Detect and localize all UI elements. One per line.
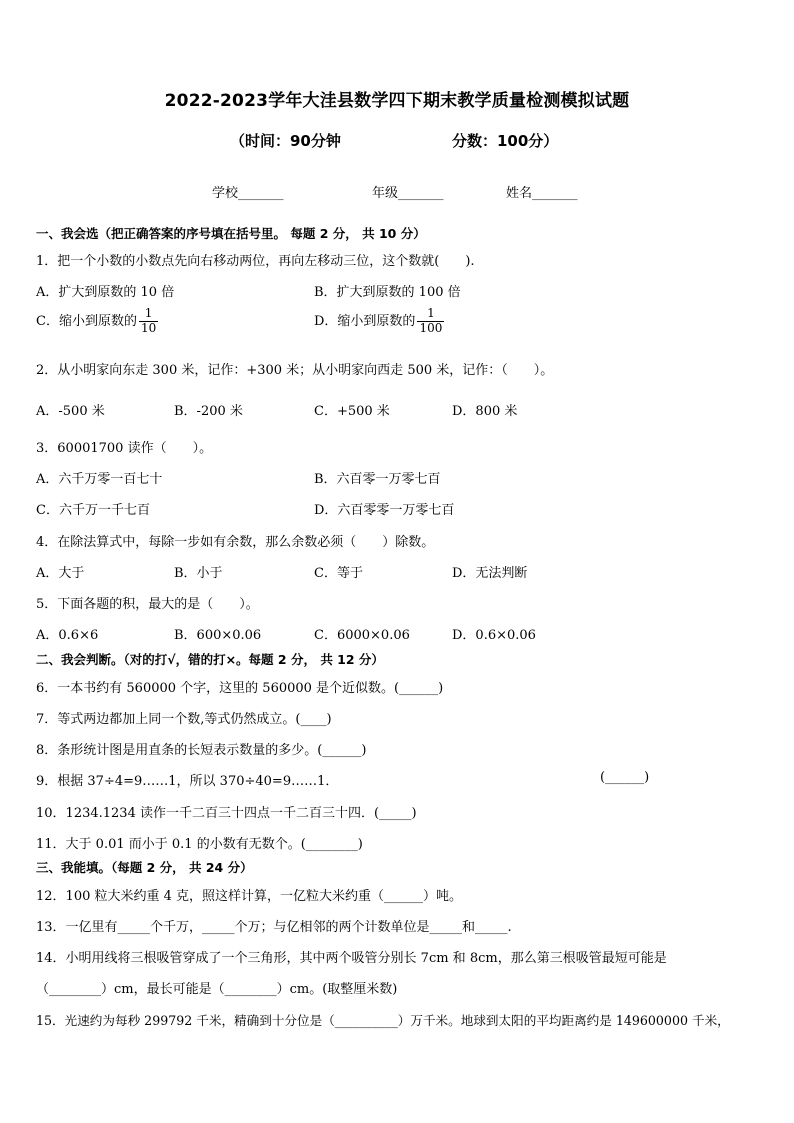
question-10: 10．1234.1234 读作一千二百三十四点一千二百三十四．(_____) [36,806,417,821]
question-8: 8．条形统计图是用直条的长短表示数量的多少。(______) [36,743,367,758]
question-3: 3．60001700 读作（ ）。 [36,441,213,456]
fraction-denominator: 10 [140,320,157,335]
question-9: 9．根据 37÷4=9……1，所以 370÷40=9……1． [36,774,339,789]
question-1: 1．把一个小数的小数点先向右移动两位，再向左移动三位，这个数就( ). [36,254,475,269]
q1-option-c [36,307,158,336]
question-6: 6．一本书约有 560000 个字，这里的 560000 是个近似数。(______) [36,681,444,696]
q4-option-b: B．小于 [174,566,223,581]
q1-option-d [314,307,444,336]
exam-time: （时间：90分钟 [230,132,341,150]
q5-option-b: B．600×0.06 [174,628,262,643]
q4-option-d: D．无法判断 [452,566,528,581]
fraction-denominator: 100 [419,320,443,335]
q1-option-d-text: D．缩小到原数的 [314,313,416,329]
q2-option-a: A．-500 米 [36,404,105,419]
q1-option-c-text: C．缩小到原数的 [36,313,137,329]
section-1-heading: 一、我会选（把正确答案的序号填在括号里。 每题 2 分， 共 10 分） [36,226,426,241]
q1-option-b: B．扩大到原数的 100 倍 [314,285,461,300]
exam-score: 分数：100分） [452,132,559,150]
q3-option-a: A．六千万零一百七十 [36,472,163,487]
question-12: 12．100 粒大米约重 4 克，照这样计算，一亿粒大米约重（______）吨。 [36,889,463,904]
q5-option-a: A．0.6×6 [36,628,99,643]
question-2: 2．从小明家向东走 300 米，记作：+300 米；从小明家向西走 500 米，记作：（ ）。 [36,363,554,378]
section-2-heading: 二、我会判断。（对的打√，错的打×。每题 2 分， 共 12 分） [36,652,384,667]
question-7: 7．等式两边都加上同一个数,等式仍然成立。(____) [36,712,332,727]
question-14-continued: （________）cm，最长可能是（________）cm。(取整厘米数) [36,982,398,997]
q4-option-c: C．等于 [314,566,363,581]
question-4: 4．在除法算式中，每除一步如有余数，那么余数必须（ ）除数。 [36,535,435,550]
q5-option-d: D．0.6×0.06 [452,628,536,643]
q4-option-a: A．大于 [36,566,85,581]
q1-option-a: A．扩大到原数的 10 倍 [36,285,175,300]
question-5: 5．下面各题的积，最大的是（ ）。 [36,597,259,612]
question-11: 11．大于 0.01 而小于 0.1 的小数有无数个。(________) [36,837,363,852]
q2-option-d: D．800 米 [452,404,518,419]
q5-option-c: C．6000×0.06 [314,628,410,643]
grade-field: 年级_______ [372,186,444,201]
school-field: 学校_______ [212,186,284,201]
q3-option-c: C．六千万一千七百 [36,503,150,518]
q1-option-d-fraction [417,307,444,336]
question-13: 13．一亿里有_____个千万，_____个万；与亿相邻的两个计数单位是_____和_____. [36,920,512,935]
q2-option-b: B．-200 米 [174,404,243,419]
fraction-numerator: 1 [427,306,435,320]
question-14: 14．小明用线将三根吸管穿成了一个三角形，其中两个吸管分别长 7cm 和 8cm，那么第三根吸管最短可能是 [36,951,667,966]
q3-option-d: D．六百零零一万零七百 [314,503,455,518]
name-field: 姓名_______ [506,186,578,201]
question-15: 15．光速约为每秒 299792 千米，精确到十分位是（__________）万千米。地球到太阳的平均距离约是 149600000 千米， [36,1013,730,1028]
q9-answer-blank: (______) [600,770,650,785]
q3-option-b: B．六百零一万零七百 [314,472,441,487]
page-title: 2022-2023学年大洼县数学四下期末教学质量检测模拟试题 [164,91,630,111]
section-3-heading: 三、我能填。（每题 2 分， 共 24 分） [36,860,253,875]
q1-option-c-fraction [139,307,158,336]
fraction-numerator: 1 [144,306,153,320]
q2-option-c: C．+500 米 [314,404,390,419]
